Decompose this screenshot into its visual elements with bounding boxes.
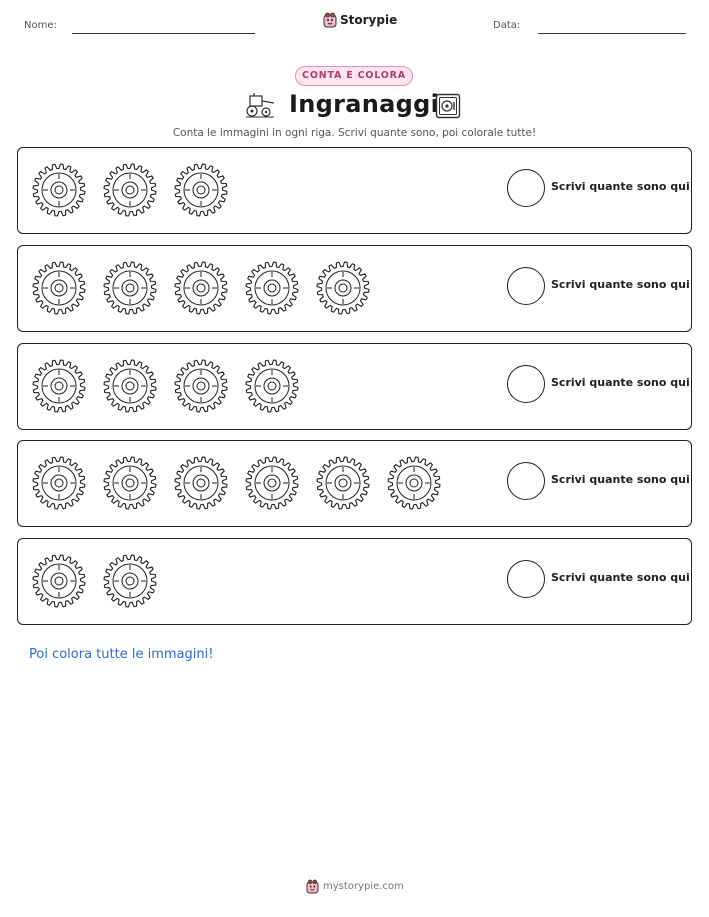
gear-icon [244, 455, 300, 511]
machine-icon [244, 92, 276, 118]
answer-label: Scrivi quante sono qui [551, 376, 690, 389]
answer-label: Scrivi quante sono qui [551, 473, 690, 486]
gear-icon [31, 553, 87, 609]
answer-circle[interactable] [507, 169, 545, 207]
gear-icon [315, 260, 371, 316]
gear-icon [102, 455, 158, 511]
storypie-logo-icon [323, 12, 337, 28]
gear-icon [244, 358, 300, 414]
gear-icon [31, 162, 87, 218]
counting-row [17, 440, 692, 527]
gear-icon [102, 358, 158, 414]
gear-icon [386, 455, 442, 511]
gear-icon [102, 260, 158, 316]
footer [306, 879, 404, 894]
gear-icon [31, 260, 87, 316]
coloring-note: Poi colora tutte le immagini! [29, 647, 214, 662]
gear-icon [173, 260, 229, 316]
gear-icon [102, 553, 158, 609]
answer-label: Scrivi quante sono qui [551, 571, 690, 584]
name-line [72, 33, 255, 34]
gear-icon [173, 455, 229, 511]
answer-circle[interactable] [507, 462, 545, 500]
instructions: Conta le immagini in ogni riga. Scrivi quante sono, poi colorale tutte! [172, 127, 537, 139]
date-label: Data: [493, 20, 521, 31]
gear-icon [31, 455, 87, 511]
brand-name: Storypie [340, 13, 398, 27]
footer-site: mystorypie.com [323, 881, 404, 892]
counting-row [17, 245, 692, 332]
answer-label: Scrivi quante sono qui [551, 278, 690, 291]
brand-logo [323, 12, 397, 28]
gear-icon [173, 358, 229, 414]
page-title: Ingranaggi [289, 90, 440, 118]
activity-tag: CONTA E COLORA [295, 66, 413, 86]
storypie-logo-icon [306, 879, 319, 894]
date-line [538, 33, 686, 34]
counting-row [17, 538, 692, 625]
gear-icon [244, 260, 300, 316]
answer-circle[interactable] [507, 267, 545, 305]
answer-circle[interactable] [507, 365, 545, 403]
gear-icon [102, 162, 158, 218]
name-label: Nome: [24, 20, 57, 31]
gear-icon [315, 455, 371, 511]
gear-icon [31, 358, 87, 414]
answer-label: Scrivi quante sono qui [551, 180, 690, 193]
gear-icon [173, 162, 229, 218]
safe-icon [435, 93, 461, 119]
counting-row [17, 343, 692, 430]
counting-row [17, 147, 692, 234]
answer-circle[interactable] [507, 560, 545, 598]
